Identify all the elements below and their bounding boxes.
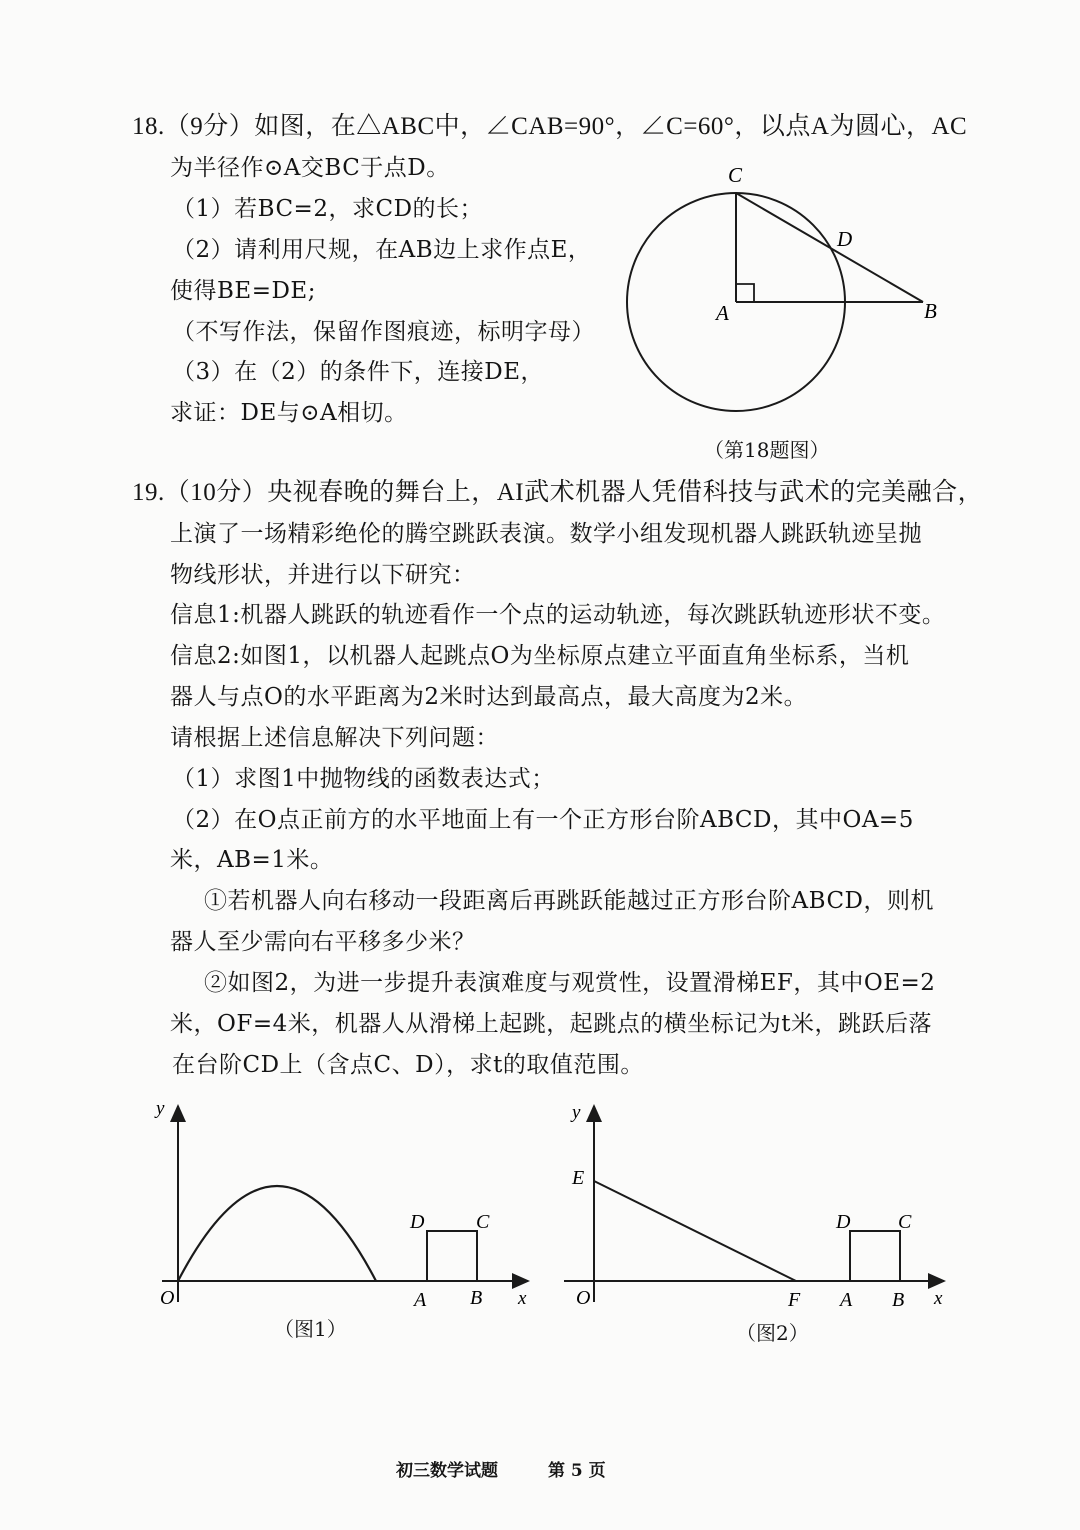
label-b: B: [924, 299, 937, 323]
label-y: y: [156, 1098, 165, 1119]
label-d: D: [410, 1211, 425, 1233]
q18-note: （不写作法，保留作图痕迹，标明字母）: [172, 319, 595, 345]
label-y: y: [572, 1102, 581, 1123]
step-abcd: [850, 1231, 900, 1281]
label-f: F: [788, 1289, 801, 1311]
q19-info-2: 信息2:如图1，以机器人起跳点O为坐标原点建立平面直角坐标系，当机: [170, 643, 910, 669]
q19-info-2-cont: 器人与点O的水平距离为2米时达到最高点，最大高度为2米。: [170, 684, 808, 710]
label-c: C: [898, 1211, 912, 1233]
q19-line-1: 19.（10分）央视春晚的舞台上，AI武术机器人凭借科技与武术的完美融合，: [132, 479, 984, 506]
q18-part-2: （2）请利用尺规，在AB边上求作点E，: [172, 237, 592, 263]
q18-line-1: 18.（9分）如图，在△ABC中，∠CAB=90°，∠C=60°，以点A为圆心，AC: [132, 113, 968, 140]
step-abcd: [427, 1231, 477, 1281]
q18-line-2: 为半径作⊙A交BC于点D。: [170, 155, 450, 181]
q19-line-2: 上演了一场精彩绝伦的腾空跳跃表演。数学小组发现机器人跳跃轨迹呈抛: [170, 521, 922, 547]
q18-part-2-cont: 使得BE=DE;: [170, 278, 316, 304]
q19-sub-1: ①若机器人向右移动一段距离后再跳跃能越过正方形台阶ABCD，则机: [204, 888, 934, 914]
label-b: B: [470, 1287, 483, 1309]
segment-cb: [736, 193, 923, 302]
q19-figure-1: [140, 1092, 540, 1322]
q18-part-1: （1）若BC=2，求CD的长；: [172, 196, 484, 222]
q18-figure-caption: （第18题图）: [704, 438, 830, 462]
label-e: E: [572, 1167, 585, 1189]
label-a: A: [716, 301, 729, 325]
label-d: D: [836, 1211, 851, 1233]
footer-page-number: 第 5 页: [548, 1461, 606, 1481]
q19-part-2: （2）在O点正前方的水平地面上有一个正方形台阶ABCD，其中OA=5: [172, 807, 914, 833]
label-x: x: [518, 1288, 527, 1309]
label-d: D: [837, 227, 853, 251]
q19-sub-1-cont: 器人至少需向右平移多少米？: [170, 929, 476, 955]
label-c: C: [476, 1211, 490, 1233]
q19-part-1: （1）求图1中抛物线的函数表达式；: [172, 766, 555, 792]
q18-part-3-cont: 求证：DE与⊙A相切。: [170, 400, 408, 426]
q19-sub-2-end: 在台阶CD上（含点C、D），求t的取值范围。: [172, 1052, 644, 1078]
q19-line-3: 物线形状，并进行以下研究：: [170, 562, 476, 588]
label-a: A: [414, 1289, 427, 1311]
q18-part-3: （3）在（2）的条件下，连接DE，: [172, 359, 544, 385]
label-o: O: [160, 1287, 175, 1309]
q19-info-1: 信息1:机器人跳跃的轨迹看作一个点的运动轨迹，每次跳跃轨迹形状不变。: [170, 602, 946, 628]
q19-figure-2-caption: （图2）: [736, 1321, 809, 1345]
label-b: B: [892, 1289, 905, 1311]
q18-figure: [600, 150, 960, 430]
q19-figure-2: [556, 1092, 956, 1322]
slide-ef: [594, 1181, 796, 1281]
q19-figure-1-caption: （图1）: [274, 1317, 347, 1341]
label-o: O: [576, 1287, 591, 1309]
q19-sub-2: ②如图2，为进一步提升表演难度与观赏性，设置滑梯EF，其中OE=2: [204, 970, 936, 996]
label-x: x: [934, 1288, 943, 1309]
label-c: C: [728, 163, 743, 187]
label-a: A: [840, 1289, 853, 1311]
right-angle-mark: [736, 284, 754, 302]
q19-sub-2-cont: 米，OF=4米，机器人从滑梯上起跳，起跳点的横坐标记为t米，跳跃后落: [170, 1011, 932, 1037]
q19-part-2-cont: 米，AB=1米。: [170, 847, 334, 873]
parabola: [178, 1186, 376, 1281]
footer-title: 初三数学试题: [396, 1461, 498, 1481]
q19-instruction: 请根据上述信息解决下列问题：: [170, 725, 499, 751]
